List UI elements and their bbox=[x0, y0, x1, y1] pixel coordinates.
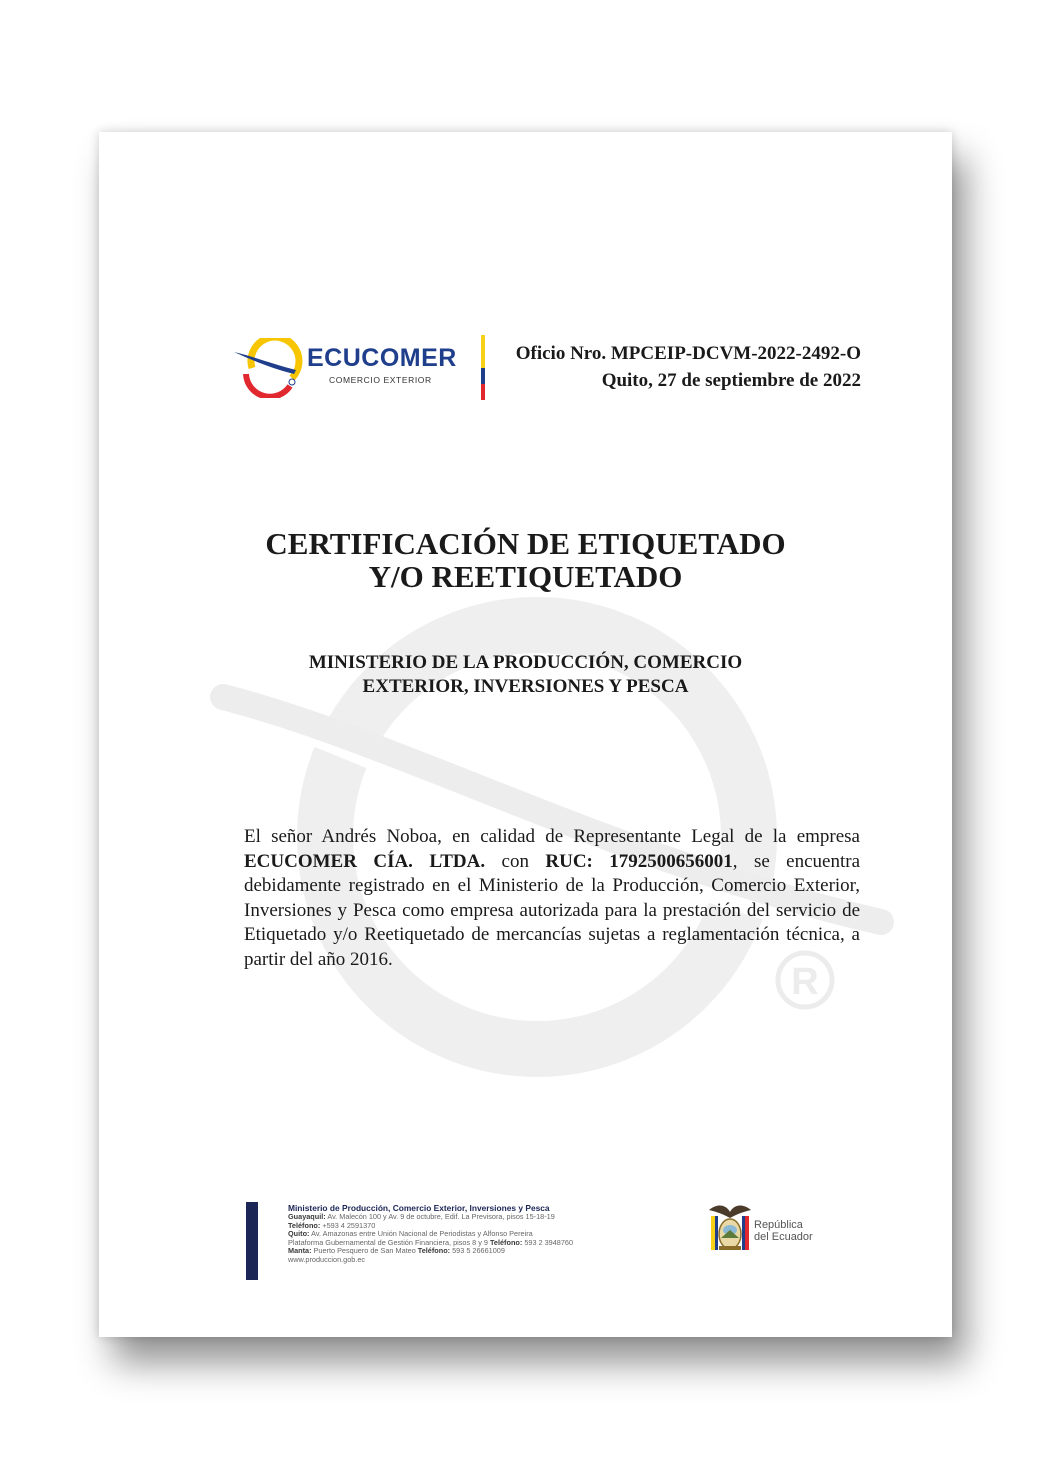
footer-contact bbox=[288, 1203, 648, 1265]
body-text-3: , se encuentra debidamente registrado en el Ministerio de la Producción, Comercio Exterior, Inversiones y Pesca como empresa autorizada para la prestación del servicio de Etiquetado y/o Reetiquetado de mercancías sujetas a reglamentación técnica, a partir del año 2016. bbox=[244, 850, 861, 970]
republica-label bbox=[754, 1219, 813, 1243]
ecucomer-watermark bbox=[99, 132, 952, 1337]
manta-tel-value: 593 5 26661009 bbox=[450, 1246, 505, 1256]
flag-color-bar bbox=[481, 335, 485, 400]
oficio-number: Oficio Nro. MPCEIP-DCVM-2022-2492-O bbox=[515, 343, 861, 364]
page-title bbox=[99, 527, 952, 593]
telefono-value: +593 4 2591370 bbox=[320, 1220, 376, 1230]
title-line-1: CERTIFICACIÓN DE ETIQUETADO bbox=[265, 526, 786, 561]
telefono-label: Teléfono: bbox=[288, 1220, 321, 1230]
flag-red bbox=[481, 384, 485, 400]
flag-yellow bbox=[481, 335, 485, 368]
certification-paragraph bbox=[244, 825, 860, 972]
logo-tagline: COMERCIO EXTERIOR bbox=[329, 375, 432, 385]
footer-ministry: Ministerio de Producción, Comercio Exterior, Inversiones y Pesca bbox=[288, 1203, 550, 1213]
quito-label: Quito: bbox=[288, 1229, 310, 1239]
manta-label: Manta: bbox=[288, 1246, 312, 1256]
plataforma-tel-value: 593 2 3948760 bbox=[522, 1237, 574, 1247]
document-page bbox=[99, 132, 952, 1337]
ecuador-coat-of-arms-icon bbox=[705, 1200, 755, 1256]
flag-blue bbox=[481, 368, 485, 384]
plataforma-address: Plataforma Gubernamental de Gestión Financiera, pisos 8 y 9 bbox=[288, 1237, 490, 1247]
svg-text:R: R bbox=[791, 961, 819, 1003]
document-reference bbox=[516, 340, 861, 394]
ruc-number: RUC: 1792500656001 bbox=[545, 850, 733, 872]
logo-wordmark: ECUCOMER bbox=[307, 344, 457, 372]
guayaquil-address: Av. Malecón 100 y Av. 9 de octubre, Edif. La Previsora, pisos 15-18-19 bbox=[325, 1212, 555, 1221]
place-date: Quito, 27 de septiembre de 2022 bbox=[601, 370, 861, 391]
footer-accent-bar bbox=[246, 1202, 258, 1280]
company-name: ECUCOMER CÍA. LTDA. bbox=[244, 850, 486, 872]
manta-tel-label: Teléfono: bbox=[417, 1246, 451, 1256]
body-text-2: con bbox=[485, 850, 546, 872]
manta-address: Puerto Pesquero de San Mateo bbox=[311, 1246, 418, 1256]
issuer-subtitle bbox=[99, 651, 952, 699]
subtitle-line-2: EXTERIOR, INVERSIONES Y PESCA bbox=[362, 676, 689, 697]
subtitle-line-1: MINISTERIO DE LA PRODUCCIÓN, COMERCIO bbox=[308, 652, 743, 673]
plataforma-tel-label: Teléfono: bbox=[490, 1237, 523, 1247]
republica-line-1: República bbox=[754, 1219, 803, 1231]
quito-address: Av. Amazonas entre Unión Nacional de Periodistas y Alfonso Pereira bbox=[309, 1229, 533, 1239]
footer-web: www.produccion.gob.ec bbox=[288, 1254, 366, 1264]
body-text-1: El señor Andrés Noboa, en calidad de Representante Legal de la empresa bbox=[244, 826, 860, 847]
title-line-2: Y/O REETIQUETADO bbox=[368, 559, 683, 594]
guayaquil-label: Guayaquil: bbox=[288, 1212, 326, 1221]
republica-line-2: del Ecuador bbox=[754, 1231, 813, 1243]
